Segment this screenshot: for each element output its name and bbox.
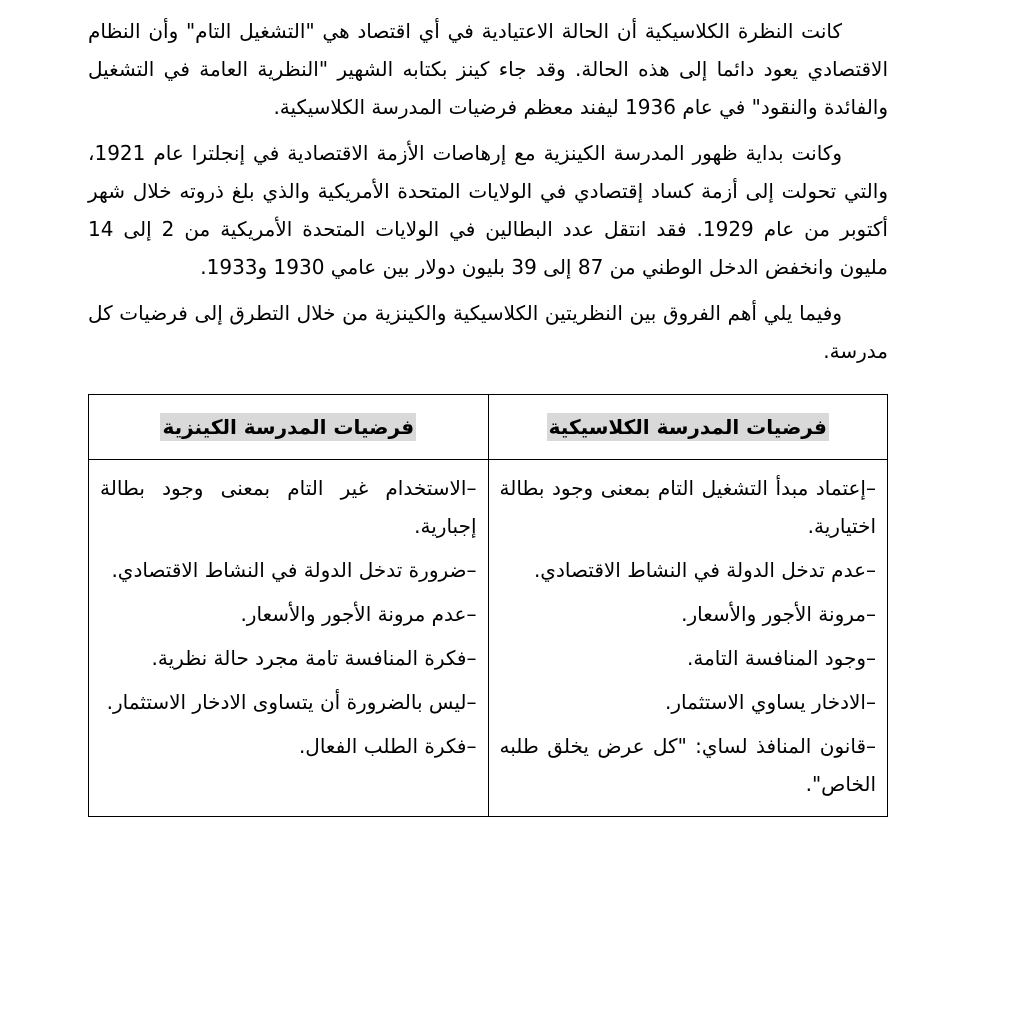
keynesian-item: –ضرورة تدخل الدولة في النشاط الاقتصادي. bbox=[111, 558, 477, 582]
transition-paragraph: وفيما يلي أهم الفروق بين النظريتين الكلاسيكية والكينزية من خلال التطرق إلى فرضيات كل مدرسة. bbox=[88, 301, 888, 363]
classical-header-cell bbox=[488, 395, 888, 460]
table-header-row bbox=[89, 395, 888, 460]
classical-column bbox=[488, 460, 888, 817]
keynesian-column bbox=[89, 460, 489, 817]
classical-item: –الادخار يساوي الاستثمار. bbox=[665, 690, 876, 714]
history-paragraph: وكانت بداية ظهور المدرسة الكينزية مع إرهاصات الأزمة الاقتصادية في إنجلترا عام 1921، والتي تحولت إلى أزمة كساد إقتصادي في الولايات المتحدة الأمريكية والذي بلغ ذروته خلال شهر أكتوبر من عام 1929. فقد انتقل عدد البطالين في الولايات المتحدة الأمريكية من 2 إلى 14 مليون وانخفض الدخل الوطني من 87 إلى 39 بليون دولار بين عامي 1930 و1933. bbox=[88, 141, 888, 279]
document-page bbox=[88, 12, 888, 817]
keynesian-item: –ليس بالضرورة أن يتساوى الادخار الاستثمار. bbox=[106, 690, 477, 714]
classical-item: –وجود المنافسة التامة. bbox=[686, 646, 876, 670]
table-body-row bbox=[89, 460, 888, 817]
keynesian-item: –فكرة الطلب الفعال. bbox=[298, 734, 477, 758]
classical-header: فرضيات المدرسة الكلاسيكية bbox=[548, 415, 827, 439]
intro-paragraph: كانت النظرة الكلاسيكية أن الحالة الاعتيادية في أي اقتصاد هي "التشغيل التام" وأن النظام الاقتصادي يعود دائما إلى هذه الحالة. وقد جاء كينز بكتابه الشهير "النظرية العامة في التشغيل والفائدة والنقود" في عام 1936 ليفند معظم فرضيات المدرسة الكلاسيكية. bbox=[88, 19, 888, 119]
keynesian-item: –الاستخدام غير التام بمعنى وجود بطالة إجبارية. bbox=[100, 476, 477, 538]
classical-item: –عدم تدخل الدولة في النشاط الاقتصادي. bbox=[533, 558, 876, 582]
keynesian-header-cell bbox=[89, 395, 489, 460]
comparison-table bbox=[88, 394, 888, 817]
classical-item: –قانون المنافذ لساي: "كل عرض يخلق طلبه الخاص". bbox=[499, 734, 876, 796]
keynesian-item: –فكرة المنافسة تامة مجرد حالة نظرية. bbox=[151, 646, 477, 670]
classical-item: –إعتماد مبدأ التشغيل التام بمعنى وجود بطالة اختيارية. bbox=[499, 476, 876, 538]
keynesian-header: فرضيات المدرسة الكينزية bbox=[162, 415, 415, 439]
keynesian-item: –عدم مرونة الأجور والأسعار. bbox=[240, 602, 477, 626]
classical-item: –مرونة الأجور والأسعار. bbox=[681, 602, 876, 626]
